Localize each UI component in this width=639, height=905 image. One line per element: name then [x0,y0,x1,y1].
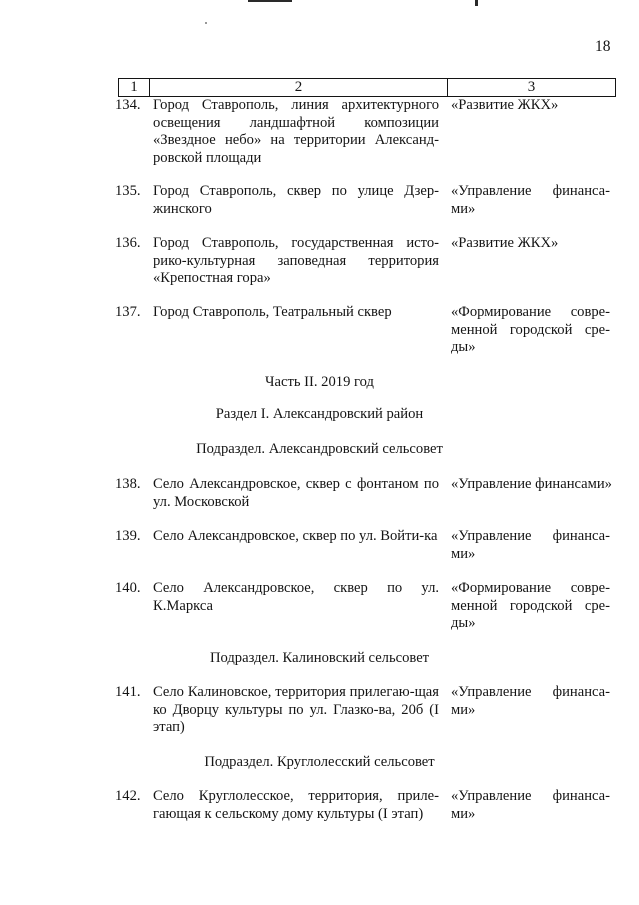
entry-number: 142. [115,788,141,804]
entry-name: Город Ставрополь, Театральный сквер [153,304,392,320]
entry-name: Город Ставрополь, государственная исто-рико-культурная заповедная территория «Крепостная гора» [153,235,439,287]
entry-name: Село Александровское, сквер с фонтаном по ул. Московской [153,476,439,510]
entry-number: 139. [115,528,141,544]
entry-number: 134. [115,97,141,113]
entry-number: 136. [115,235,141,251]
entry-number: 135. [115,183,141,199]
scan-speck [205,22,207,24]
subsection-heading: Подраздел. Круглолесский сельсовет [204,754,435,770]
subsection-heading: Подраздел. Александровский сельсовет [196,441,443,457]
entry-program: «Управление финанса-ми» [451,684,610,718]
entry-number: 140. [115,580,141,596]
section-heading: Раздел I. Александровский район [215,406,424,422]
scan-artifact-mark [475,0,478,6]
entry-name: Город Ставрополь, линия архитектурного освещения ландшафтной композиции «Звездное небо» на территории Александ-ровской площади [153,97,439,166]
entry-program: «Управление финансами» [451,476,612,492]
column-header-2: 2 [150,79,448,97]
entry-name: Село Круглолесское, территория, приле-гающая к сельскому дому культуры (I этап) [153,788,439,822]
page-number: 18 [595,38,611,55]
entry-number: 137. [115,304,141,320]
subsection-heading: Подраздел. Калиновский сельсовет [209,650,430,666]
entry-program: «Формирование совре-менной городской сре-ды» [451,304,610,356]
entry-program: «Управление финанса-ми» [451,183,610,217]
part-heading: Часть II. 2019 год [265,374,374,390]
scan-artifact-line [248,0,292,2]
entry-program: «Управление финанса-ми» [451,788,610,822]
column-header-1: 1 [119,79,150,97]
entry-name: Село Александровское, сквер по ул. К.Маркса [153,580,439,614]
entry-program: «Развитие ЖКХ» [451,235,559,251]
entry-program: «Развитие ЖКХ» [451,97,559,113]
entry-name: Город Ставрополь, сквер по улице Дзер-жинского [153,183,439,217]
entry-name: Село Александровское, сквер по ул. Войти-ка [153,528,438,544]
entry-number: 141. [115,684,141,700]
entry-name: Село Калиновское, территория прилегаю-щая ко Дворцу культуры по ул. Глазко-ва, 20б (I этап) [153,684,439,736]
entry-number: 138. [115,476,141,492]
table-header [118,78,616,97]
entry-program: «Управление финанса-ми» [451,528,610,562]
column-header-3: 3 [448,79,616,97]
entry-program: «Формирование совре-менной городской сре-ды» [451,580,610,632]
